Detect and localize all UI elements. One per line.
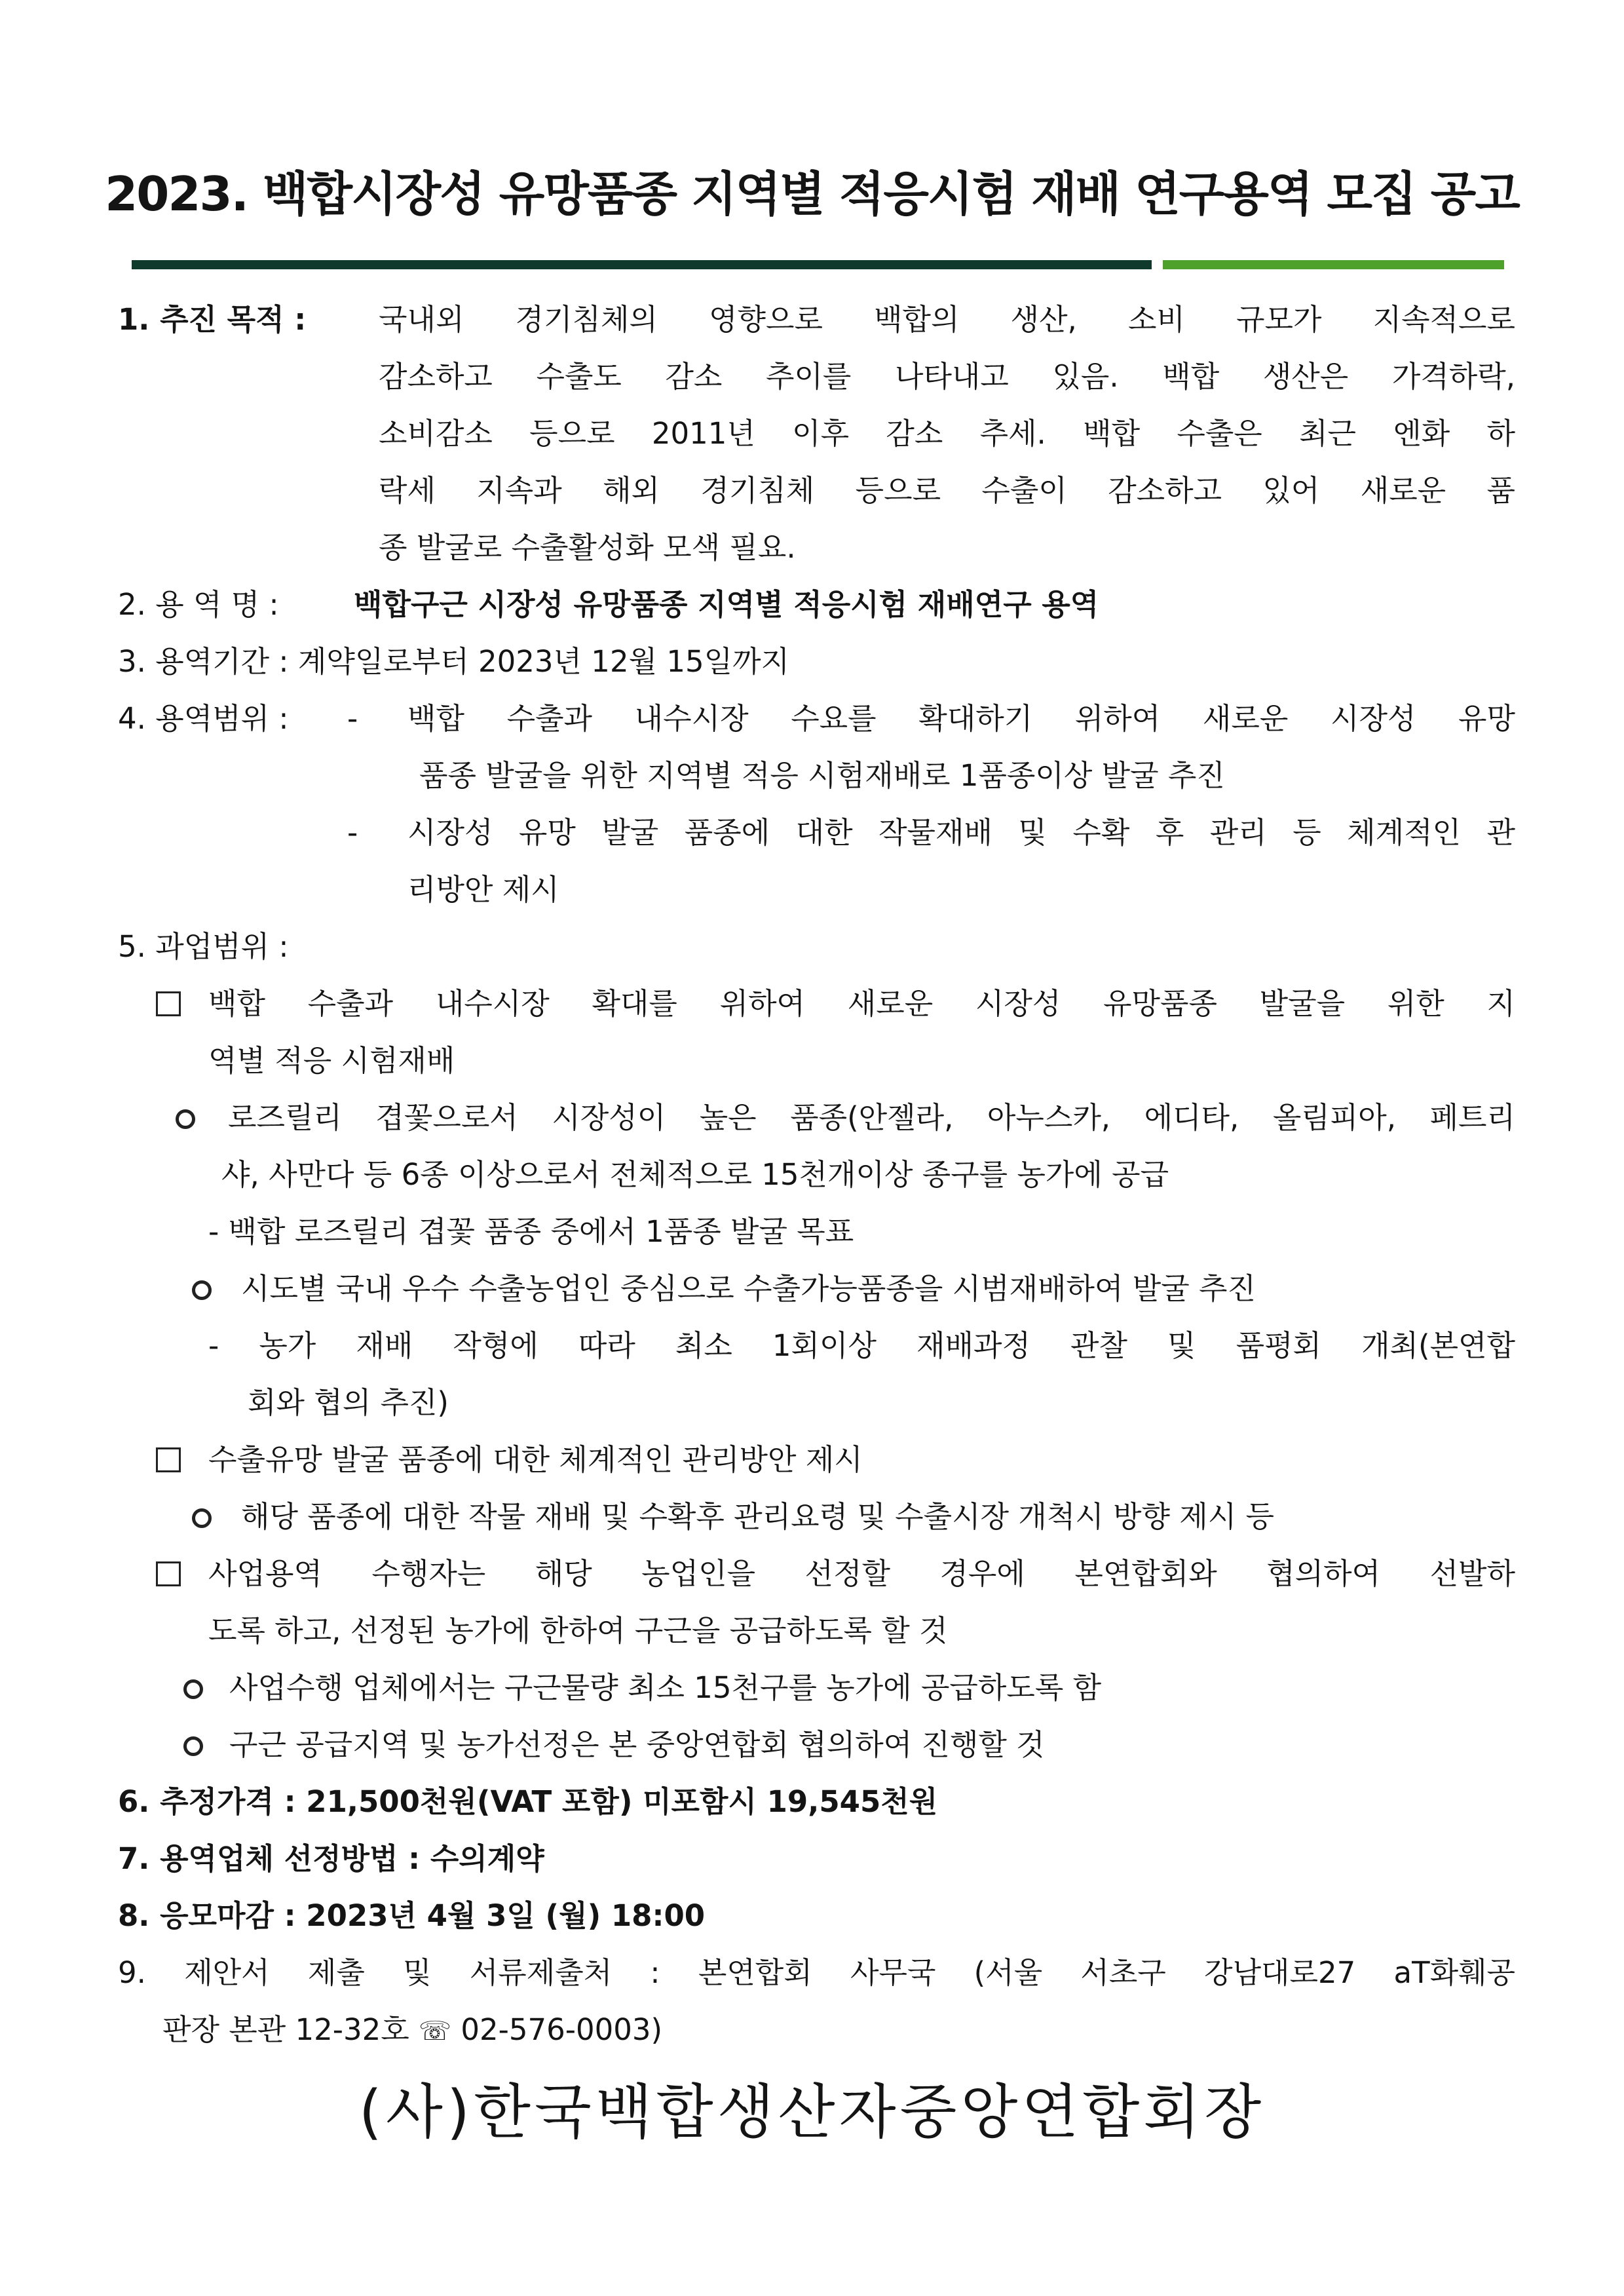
s5-b1-line-1: 백합 수출과 내수시장 확대를 위하여 새로운 시장성 유망품종 발굴을 위한 지 [208,986,1515,1021]
s1-label: 1. 추진 목적 : [118,302,307,337]
s5-c1-line-1: 로즈릴리 겹꽃으로서 시장성이 높은 품종(안젤라, 아누스카, 에디타, 올림피아, 페트리 [228,1100,1515,1135]
s5-c2: 시도별 국내 우수 수출농업인 중심으로 수출가능품종을 시범재배하여 발굴 추진 [241,1271,1256,1306]
s8-text: 8. 응모마감 : 2023년 4월 3일 (월) 18:00 [118,1898,706,1933]
s4-dash-2: - [347,815,358,850]
s4-line-4: 리방안 제시 [407,872,559,907]
s4-dash-1: - [347,701,358,736]
s4-line-3: 시장성 유망 발굴 품종에 대한 작물재배 및 수확 후 관리 등 체계적인 관 [407,815,1515,850]
s9-address-end: 판장 본관 12-32호 [162,2012,409,2047]
checkbox-icon [156,1440,181,1480]
phone-icon: ☏ [419,2016,452,2046]
s6-text: 6. 추정가격 : 21,500천원(VAT 포함) 미포함시 19,545천원 [118,1784,938,1819]
s5-d2-line-2: 회와 협의 추진) [248,1385,449,1420]
s5-c3: 해당 품종에 대한 작물 재배 및 수확후 관리요령 및 수출시장 개척시 방향 제시 등 [241,1499,1274,1534]
s2-value: 백합구근 시장성 유망품종 지역별 적응시험 재배연구 용역 [354,587,1099,622]
checkbox-icon [156,984,181,1024]
s5-b3-line-2: 도록 하고, 선정된 농가에 한하여 구근을 공급하도록 할 것 [208,1613,948,1648]
circle-bullet-icon [192,1497,212,1537]
checkbox-icon [156,1554,181,1594]
s5-c5: 구근 공급지역 및 농가선정은 본 중앙연합회 협의하여 진행할 것 [229,1727,1045,1762]
s2-label: 2. 용 역 명 : [118,587,279,622]
s7-text: 7. 용역업체 선정방법 : 수의계약 [118,1841,544,1876]
s9-line-2 [162,2010,662,2051]
s5-d1: - 백합 로즈릴리 겹꽃 품종 중에서 1품종 발굴 목표 [208,1214,854,1249]
s4-label: 4. 용역범위 : [118,701,289,736]
s5-c4: 사업수행 업체에서는 구근물량 최소 15천구를 농가에 공급하도록 함 [229,1670,1102,1705]
s3-text: 3. 용역기간 : 계약일로부터 2023년 12월 15일까지 [118,644,790,679]
s4-line-1: 백합 수출과 내수시장 수요를 확대하기 위하여 새로운 시장성 유망 [407,701,1515,736]
s1-line-1: 국내외 경기침체의 영향으로 백합의 생산, 소비 규모가 지속적으로 [379,302,1515,337]
s1-line-2: 감소하고 수출도 감소 추이를 나타내고 있음. 백합 생산은 가격하락, [379,359,1515,394]
s5-label: 5. 과업범위 : [118,929,289,964]
issuer-signature: (사)한국백합생산자중앙연합회장 [358,2078,1266,2147]
s1-line-4: 락세 지속과 해외 경기침체 등으로 수출이 감소하고 있어 새로운 품 [379,473,1515,508]
s5-d2-line-1: - 농가 재배 작형에 따라 최소 1회이상 재배과정 관찰 및 품평회 개최(본연합 [208,1328,1515,1363]
s9-line-1: 9. 제안서 제출 및 서류제출처 : 본연합회 사무국 (서울 서초구 강남대로27 aT화훼공 [118,1955,1515,1990]
s5-b2: 수출유망 발굴 품종에 대한 체계적인 관리방안 제시 [208,1442,863,1477]
s1-line-5: 종 발굴로 수출활성화 모색 필요. [379,530,796,565]
circle-bullet-icon [183,1725,203,1765]
s1-line-3: 소비감소 등으로 2011년 이후 감소 추세. 백합 수출은 최근 엔화 하 [379,416,1515,451]
s4-line-2: 품종 발굴을 위한 지역별 적응 시험재배로 1품종이상 발굴 추진 [419,758,1225,793]
s5-b3-line-1: 사업용역 수행자는 해당 농업인을 선정할 경우에 본연합회와 협의하여 선발하 [208,1556,1515,1591]
title-underline-green [1163,260,1504,269]
circle-bullet-icon [192,1269,212,1309]
circle-bullet-icon [183,1668,203,1708]
circle-bullet-icon [176,1098,195,1138]
s9-phone-number: 02-576-0003) [461,2012,663,2047]
page-title: 2023. 백합시장성 유망품종 지역별 적응시험 재배 연구용역 모집 공고 [105,166,1519,221]
s5-b1-line-2: 역별 적응 시험재배 [208,1043,455,1078]
s5-c1-line-2: 샤, 사만다 등 6종 이상으로서 전체적으로 15천개이상 종구를 농가에 공급 [221,1157,1169,1192]
title-underline-dark [132,260,1152,269]
